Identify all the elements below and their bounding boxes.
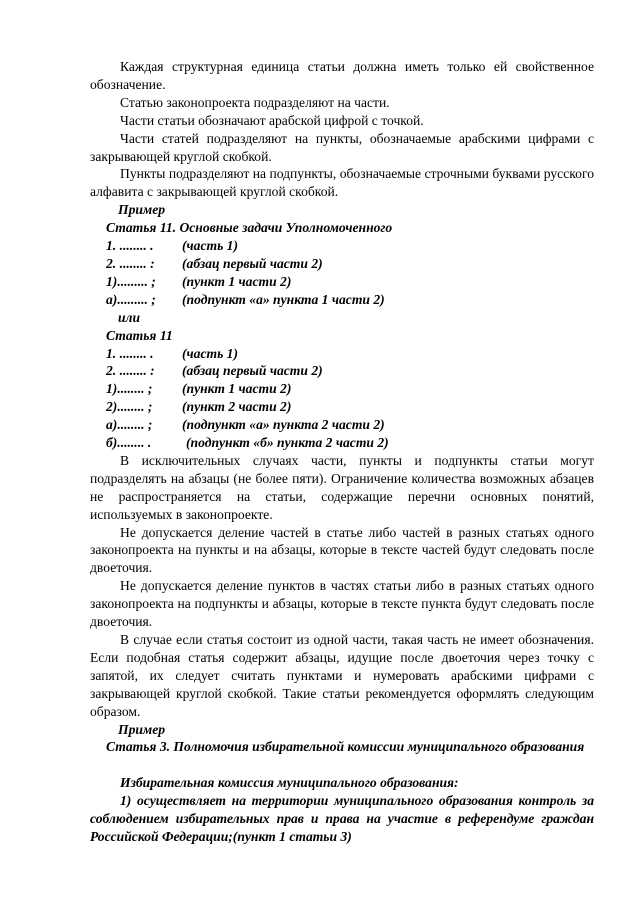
- paragraph: Не допускается деление пунктов в частях статьи либо в разных статьях одного законопроекта на подпункты и абзацы, которые в тексте пункта будут следовать после двоеточия.: [90, 578, 594, 630]
- example-row-comment: (часть 1): [182, 238, 239, 254]
- example-row: [90, 380, 594, 398]
- example-row-comment: (абзац первый части 2): [182, 255, 323, 271]
- paragraph: Части статей подразделяют на пункты, обозначаемые арабскими цифрами с закрывающей круглой скобкой.: [90, 130, 594, 164]
- example-row-number: 1)......... ;: [106, 273, 156, 289]
- paragraph: Пункты подразделяют на подпункты, обозначаемые строчными буквами русского алфавита с закрывающей круглой скобкой.: [90, 166, 594, 200]
- example-text: Избирательная комиссия муниципального образования:: [120, 775, 459, 791]
- example-row-comment: (подпункт «а» пункта 2 части 2): [182, 417, 385, 433]
- example-row-number: 1. ........ .: [106, 238, 154, 254]
- paragraph: Не допускается деление частей в статье либо частей в разных статьях одного законопроекта на пункты и на абзацы, которые в тексте частей будут следовать после двоеточия.: [90, 524, 594, 576]
- example-row: [90, 416, 594, 434]
- example-row: [90, 273, 594, 291]
- example-row-number: 1)........ ;: [106, 381, 153, 397]
- example-label: Пример: [118, 721, 166, 737]
- example-row-comment: (пункт 1 части 2): [182, 381, 292, 397]
- example-text: 1) осуществляет на территории муниципального образования контроль за соблюдением избирательных прав и права на участие в референдуме граждан Российской Федерации;(пункт 1 статьи 3): [90, 793, 594, 845]
- example-row: [90, 237, 594, 255]
- example-row: [90, 255, 594, 273]
- example-row: [90, 362, 594, 380]
- example-article-title: Статья 3. Полномочия избирательной комиссии муниципального образования: [106, 739, 585, 755]
- example-row-number: 2. ........ :: [106, 363, 155, 379]
- paragraph: Каждая структурная единица статьи должна иметь только ей свойственное обозначение.: [90, 59, 594, 92]
- example-row-comment: (абзац первый части 2): [182, 363, 323, 379]
- example-row: [90, 291, 594, 309]
- example-row-comment: (подпункт «б» пункта 2 части 2): [186, 435, 389, 451]
- example-row-number: 1. ........ .: [106, 345, 154, 361]
- example-article-title: Статья 11. Основные задачи Уполномоченного: [106, 220, 393, 236]
- paragraph: В исключительных случаях части, пункты и подпункты статьи могут подразделять на абзацы (не более пяти). Ограничение количества возможных абзацев не распространяется на статьи, содержащие перечни основных понятий, используемых в законопроекте.: [90, 452, 594, 522]
- example-article-title-2: Статья 11: [106, 327, 173, 343]
- example-row-number: а)......... ;: [106, 291, 156, 307]
- example-row-number: 2. ........ :: [106, 255, 155, 271]
- example-row-number: 2)........ ;: [106, 399, 153, 415]
- example-row-comment: (пункт 2 части 2): [182, 399, 292, 415]
- example-or: или: [118, 309, 141, 325]
- example-row-comment: (часть 1): [182, 345, 239, 361]
- example-row-comment: (подпункт «а» пункта 1 части 2): [182, 291, 385, 307]
- example-row-comment: (пункт 1 части 2): [182, 273, 292, 289]
- example-row: [90, 434, 594, 452]
- example-row: [90, 398, 594, 416]
- example-label: Пример: [118, 202, 166, 218]
- paragraph: Части статьи обозначают арабской цифрой с точкой.: [120, 112, 424, 128]
- document-page: [90, 58, 594, 846]
- paragraph: В случае если статья состоит из одной части, такая часть не имеет обозначения. Если подобная статья содержит абзацы, идущие после двоеточия через точку с запятой, их следует считать пунктами и нумеровать арабскими цифрами с закрывающей круглой скобкой. Такие статьи рекомендуется оформлять следующим образом.: [90, 632, 594, 719]
- paragraph: Статью законопроекта подразделяют на части.: [120, 94, 390, 110]
- example-row: [90, 345, 594, 363]
- example-row-number: а)........ ;: [106, 417, 153, 433]
- example-row-number: б)........ .: [106, 435, 152, 451]
- blank-line: [90, 756, 594, 774]
